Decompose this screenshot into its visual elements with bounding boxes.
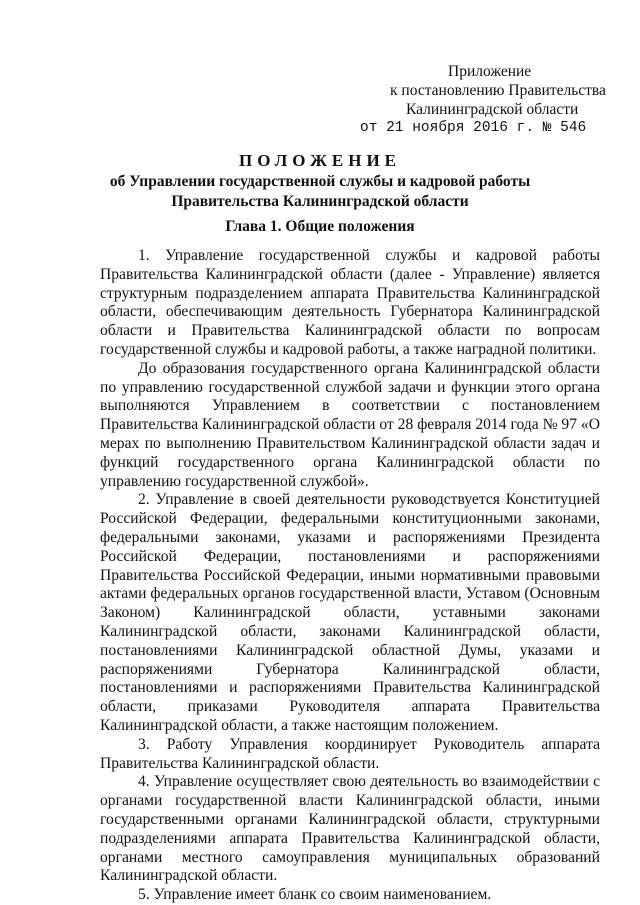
appendix-label: Приложение — [448, 63, 532, 80]
document-subtitle-line2: Правительства Калининградской области — [171, 193, 469, 210]
document-body — [100, 247, 600, 905]
document-subtitle-line1: об Управлении государственной службы и кадровой работы — [109, 173, 531, 190]
appendix-header — [360, 62, 606, 138]
appendix-date-number: от 21 ноября 2016 г. № 546 — [360, 120, 587, 136]
document-title-block — [80, 150, 560, 212]
paragraph-1-continuation: До образования государственного органа Калининградской области по управлению государственной службой задачи и функции этого органа выполняются Управлением в соответствии с постановлением Правительства Калининградской области от 28 февраля 2014 года № 97 «О мерах по выполнению Правительством Калининградской области задач и функций государственного органа Калининградской области по управлению государственной службой». — [100, 359, 600, 490]
paragraph-1: 1. Управление государственной службы и кадровой работы Правительства Калининградской области (далее - Управление) является структурным подразделением аппарата Правительства Калининградской области, обеспечивающим деятельность Губернатора Калининградской области и Правительства Калининградской области по вопросам государственной службы и кадровой работы, а также наградной политики. — [100, 247, 600, 358]
paragraph-5: 5. Управление имеет бланк со своим наименованием. — [138, 886, 492, 904]
appendix-resolution-ref: к постановлению Правительства — [390, 82, 606, 99]
paragraph-4: 4. Управление осуществляет свою деятельность во взаимодействии с органами государственной власти Калининградской области, иными государственными органами Калининградской области, структурными подразделениями аппарата Правительства Калининградской области, органами местного самоуправления муниципальных образований Калининградской области. — [100, 773, 600, 885]
paragraph-3: 3. Работу Управления координирует Руководитель аппарата Правительства Калининградской области. — [100, 735, 600, 772]
paragraph-2: 2. Управление в своей деятельности руководствуется Конституцией Российской Федерации, федеральными конституционными законами, федеральными законами, указами и распоряжениями Президента Российской Федерации, постановлениями и распоряжениями Правительства Российской Федерации, иными нормативными правовыми актами федеральных органов государственной власти, Уставом (Основным Законом) Калининградской области, уставными законами Калининградской области, законами Калининградской области, постановлениями Калининградской областной Думы, указами и распоряжениями Губернатора Калининградской области, постановлениями и распоряжениями Правительства Калининградской области, приказами Руководителя аппарата Правительства Калининградской области, а также настоящим положением. — [100, 491, 600, 734]
chapter-heading: Глава 1. Общие положения — [225, 218, 415, 235]
document-title: ПОЛОЖЕНИЕ — [239, 151, 401, 170]
appendix-region: Калининградской области — [406, 101, 579, 118]
